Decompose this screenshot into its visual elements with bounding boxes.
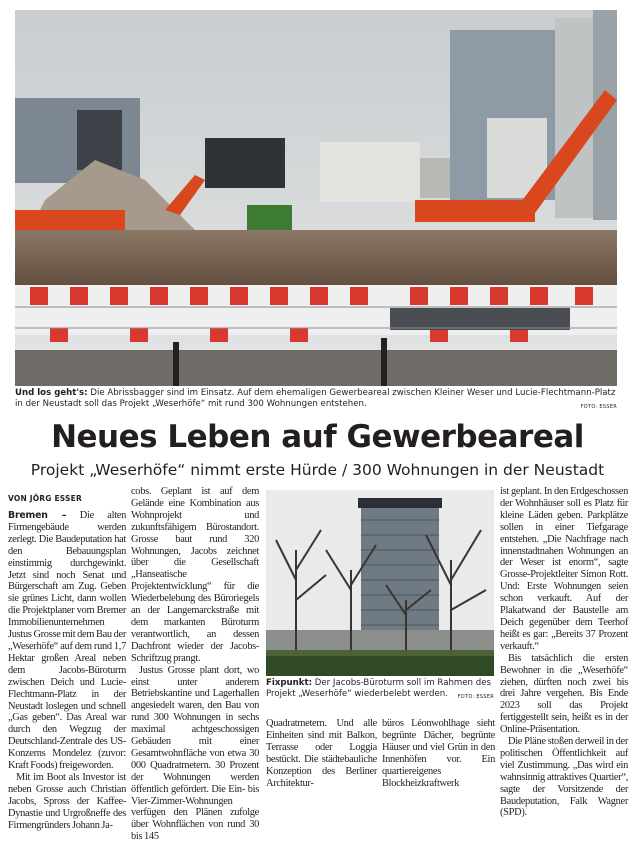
article-column-2 (131, 486, 259, 843)
dateline: Bremen – (8, 510, 67, 521)
byline: VON JÖRG ESSER (8, 494, 82, 503)
paragraph: Justus Grosse plant dort, wo einst unter anderem Betriebskantine und Lagerhallen angesiedelt waren, den Bau von rund 300 Wohnungen in sechs maximal achtgeschossigen Gebäuden mit einer Gesamtwohnfläche von etwa 30 000 Quadratmetern. 30 Prozent der Wohnungen werden öffentlich gefördert. Die Ein- bis Vier-Zimmer-Wohnungen verfügen den Plänen zufolge über Wohnflächen von rund 30 bis 145 (131, 664, 259, 843)
second-photo-caption (266, 678, 494, 703)
paragraph: ist geplant. In den Erdgeschossen der Wohnhäuser soll es Platz für kleine Läden geben. Parkplätze sollen in einer Tiefgarage entstehen. „Die Nachfrage nach innenstadtnahen Wohnungen an der Weser ist enorm“, sagte Grosse-Projektleiter Simon Rott. Und: Erste Wohnungen seien schon verkauft. Auf der Plakatwand der Baustelle am Deich gegenüber dem Teerhof heißt es gar: „Bereits 37 Prozent verkauft.“ (500, 486, 628, 652)
article-column-4 (382, 718, 495, 789)
article-column-3 (266, 718, 377, 789)
photo-credit: FOTO: ESSER (457, 694, 494, 700)
paragraph: Bis tatsächlich die ersten Bewohner in die „Weserhöfe“ ziehen, dürften noch zwei bis drei Jahre vergehen. Bis Ende 2023 soll das Projekt fertiggestellt sein, heißt es in der Online-Präsentation. (500, 652, 628, 736)
subheadline: Projekt „Weserhöfe“ nimmt erste Hürde / 300 Wohnungen in der Neustadt (30, 461, 605, 479)
paragraph: Mit im Boot als Investor ist neben Grosse auch Christian Jacobs, Spross der Kaffee-Dynastie und Urgroßneffe des Firmengründers Johann Ja- (8, 771, 126, 831)
article-column-1 (8, 510, 126, 831)
headline: Neues Leben auf Gewerbeareal (51, 419, 584, 455)
paragraph: Die alten Firmengebäude werden zerlegt. Die Baudeputation hat den Bebauungsplan einstimmig durchgewinkt. Jetzt sind noch Senat und Bürgerschaft am Zug. Geben sie grünes Licht, dann wollen die Projektplaner vom Bremer Immobilienunternehmen Justus Grosse mit dem Bau der „Weserhöfe“ auf dem rund 1,7 Hektar großen Areal neben dem Jacobs-Büroturm zwischen Deich und Lucie-Flechtmann-Platz in der Neustadt loslegen und schnell „Gas geben“. Das Areal war durch den Wegzug der Deutschland-Zentrale des US-Konzerns Mondelez (zuvor: Kraft Foods) freigeworden. (8, 510, 126, 772)
article-column-5 (500, 486, 628, 819)
jacobs-tower-image (266, 490, 494, 676)
paragraph: cobs. Geplant ist auf dem Gelände eine Kombination aus Wohnprojekt und zukunftsfähigem Bürostandort. Grosse baut rund 320 Wohnungen, Jacobs zeichnet über die Gesellschaft „Hanseatische Projektentwicklung“ für die Wiederbelebung des Büroriegels an der Langemarckstraße mit dem markanten Büroturm verantwortlich, an dessen Dachfront wieder der Jacobs-Schriftzug prangt. (131, 486, 259, 664)
jacobs-tower-photo (266, 490, 494, 676)
caption-text: Die Abrissbagger sind im Einsatz. Auf dem ehemaligen Gewerbeareal zwischen Kleiner Weser und Lucie-Flechtmann-Platz in der Neustadt soll das Projekt „Weserhöfe“ mit rund 300 Wohnungen entstehen. (15, 388, 616, 409)
demolition-site-photo (15, 10, 617, 386)
main-photo-caption (15, 388, 617, 413)
paragraph: Die Pläne stoßen derweil in der politischen Öffentlichkeit auf viel Zustimmung. „Das wird ein wahnsinnig attraktives Quartier“, sagte der Vorsitzende der Baudeputation, Falk Wagner (SPD). (500, 736, 628, 819)
photo-credit: FOTO: ESSER (580, 404, 617, 410)
paragraph: Quadratmetern. Und alle Einheiten sind mit Balkon, Terrasse oder Loggia bestückt. Die städtebauliche Konzeption des Berliner Architektur- (266, 718, 377, 789)
demolition-site-image (15, 10, 617, 386)
caption-lead: Fixpunkt: (266, 678, 313, 688)
caption-text: Der Jacobs-Büroturm soll im Rahmen des Projekt „Weserhöfe“ wiederbelebt werden. (266, 678, 491, 699)
caption-lead: Und los geht's: (15, 388, 88, 398)
paragraph: büros Léonwohlhage sieht begrünte Dächer, begrünte Häuser und viel Grün in den Innenhöfen vor. Ein quartiereigenes Blockheizkraftwerk (382, 718, 495, 789)
